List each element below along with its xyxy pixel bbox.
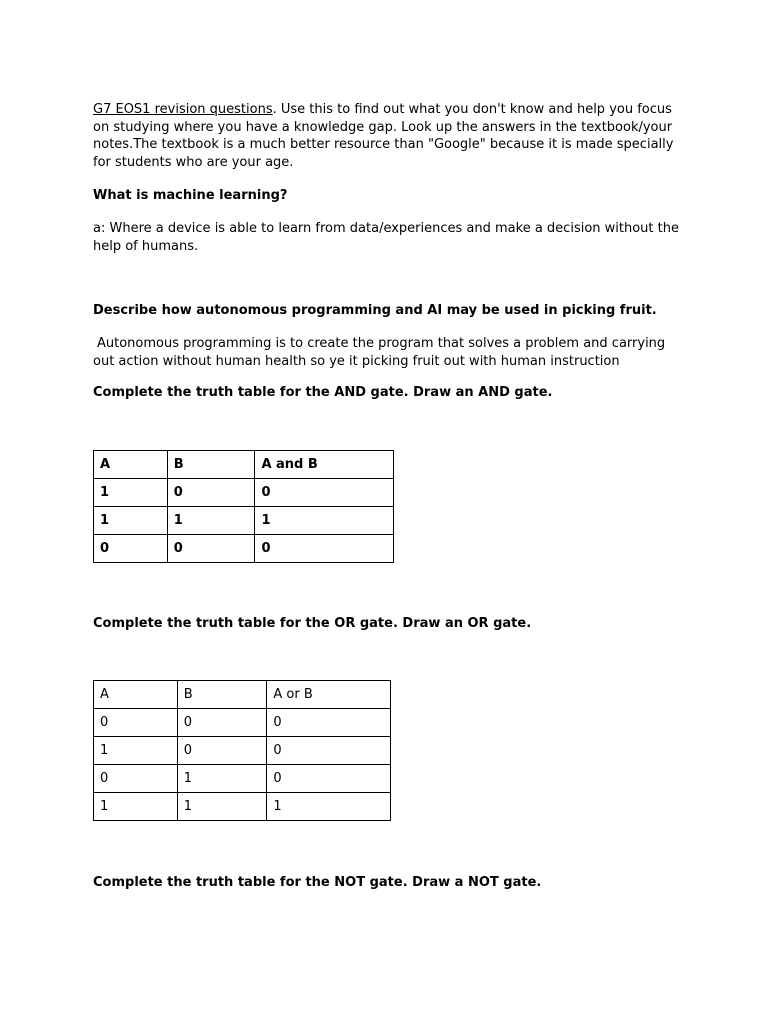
table-cell: 0 <box>255 535 394 563</box>
table-cell: 1 <box>94 793 178 821</box>
and-truth-table <box>93 450 394 563</box>
question-or-gate <box>93 615 683 633</box>
question-machine-learning <box>93 187 683 205</box>
answer-text: a: Where a device is able to learn from data/experiences and make a decision without the help of humans. <box>93 221 679 254</box>
question-text: Complete the truth table for the OR gate. Draw an OR gate. <box>93 616 532 631</box>
table-cell: 0 <box>267 765 391 793</box>
table-header-row <box>94 681 391 709</box>
question-text: Describe how autonomous programming and AI may be used in picking fruit. <box>93 303 657 318</box>
intro-paragraph <box>93 101 683 171</box>
revision-title-link[interactable]: G7 EOS1 revision questions <box>93 102 273 117</box>
table-cell: 1 <box>94 479 168 507</box>
table-cell: 1 <box>94 507 168 535</box>
table-cell: 1 <box>177 793 267 821</box>
question-text: Complete the truth table for the AND gate. Draw an AND gate. <box>93 385 553 400</box>
table-header-row <box>94 451 394 479</box>
header-cell: B <box>177 681 267 709</box>
table-cell: 1 <box>94 737 178 765</box>
question-and-gate <box>93 384 683 402</box>
table-row <box>94 793 391 821</box>
table-row <box>94 479 394 507</box>
table-cell: 0 <box>167 479 255 507</box>
intro-text: . Use this to find out what you don't know and help you focus on studying where you have a knowledge gap. Look up the answers in the textbook/your notes.The textbook is a much better resource than "Google" because it is made specially for students who are your age. <box>93 102 674 170</box>
answer-autonomous-programming <box>93 335 683 370</box>
question-not-gate <box>93 874 683 892</box>
question-autonomous-programming <box>93 302 683 320</box>
header-cell: A <box>94 681 178 709</box>
header-cell: B <box>167 451 255 479</box>
table-cell: 1 <box>177 765 267 793</box>
table-row <box>94 507 394 535</box>
table-cell: 0 <box>177 709 267 737</box>
table-cell: 0 <box>177 737 267 765</box>
table-cell: 1 <box>167 507 255 535</box>
header-cell: A <box>94 451 168 479</box>
table-cell: 1 <box>267 793 391 821</box>
question-text: Complete the truth table for the NOT gate. Draw a NOT gate. <box>93 875 542 890</box>
answer-text: Autonomous programming is to create the program that solves a problem and carrying out action without human health so ye it picking fruit out with human instruction <box>93 336 666 369</box>
table-cell: 0 <box>267 709 391 737</box>
table-row <box>94 709 391 737</box>
question-text: What is machine learning? <box>93 188 288 203</box>
table-cell: 0 <box>94 709 178 737</box>
table-cell: 0 <box>167 535 255 563</box>
table-cell: 0 <box>94 765 178 793</box>
table-row <box>94 737 391 765</box>
table-cell: 0 <box>255 479 394 507</box>
header-cell: A or B <box>267 681 391 709</box>
table-cell: 1 <box>255 507 394 535</box>
or-truth-table <box>93 680 391 821</box>
answer-machine-learning <box>93 220 683 255</box>
table-cell: 0 <box>94 535 168 563</box>
header-cell: A and B <box>255 451 394 479</box>
table-row <box>94 765 391 793</box>
table-row <box>94 535 394 563</box>
table-cell: 0 <box>267 737 391 765</box>
